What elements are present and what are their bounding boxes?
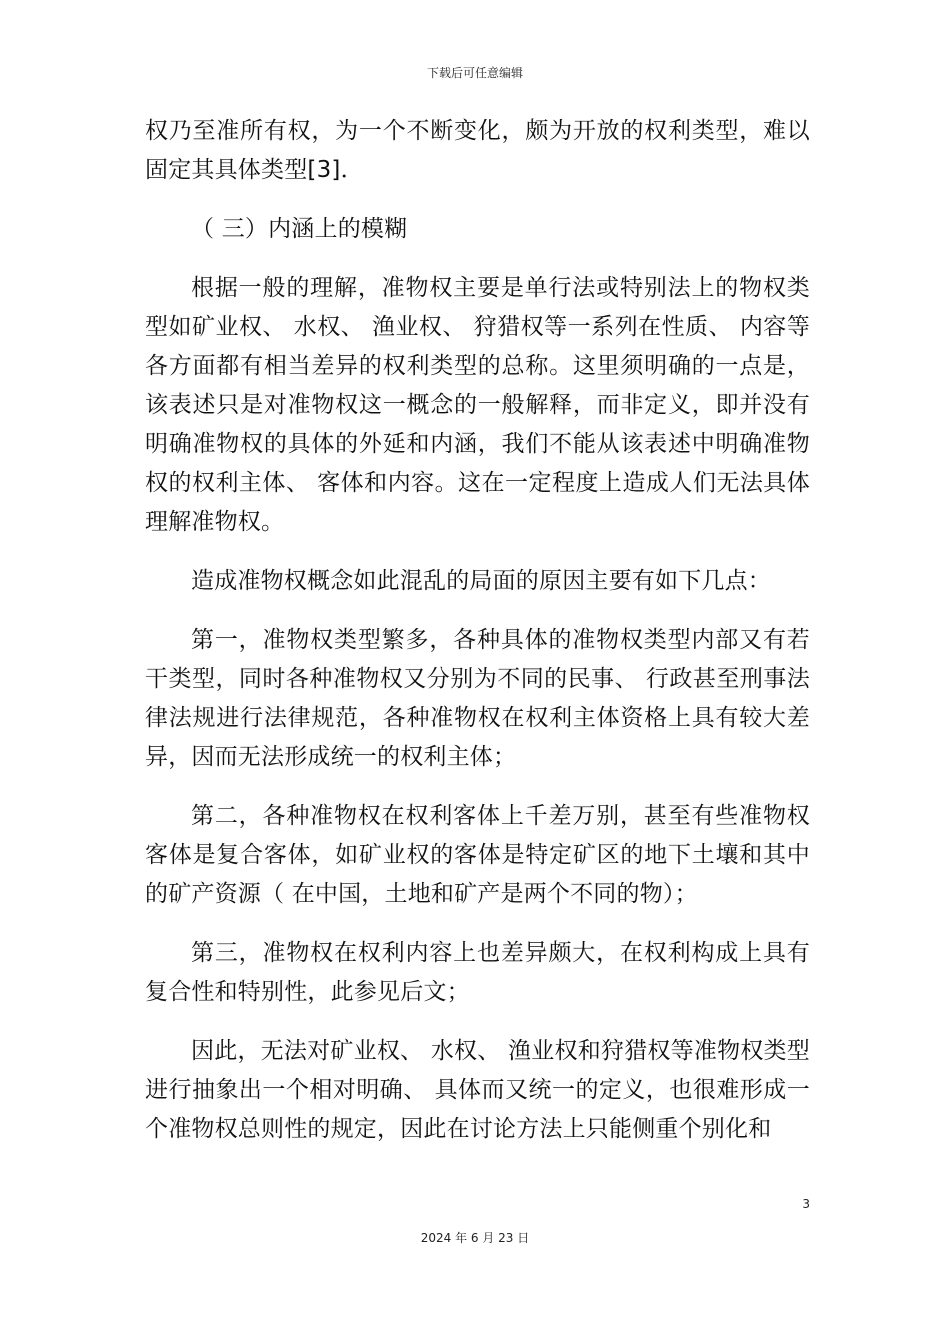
footer-date: 2024 年 6 月 23 日 <box>420 1231 530 1245</box>
paragraph-causes-intro: 造成准物权概念如此混乱的局面的原因主要有如下几点： <box>191 568 771 594</box>
page-header: 下载后可任意编辑 <box>426 66 523 80</box>
section-heading: （ 三）内涵上的模糊 <box>191 216 408 242</box>
document-body <box>145 112 810 1149</box>
paragraph-first-cause: 第一，准物权类型繁多，各种具体的准物权类型内部又有若干类型，同时各种准物权又分别为不同的民事、 行政甚至刑事法律法规进行法律规范，各种准物权在权利主体资格上具有较大差异，因而无法形成统一的权利主体； <box>145 627 810 770</box>
paragraph-third-cause: 第三，准物权在权利内容上也差异颇大，在权利构成上具有复合性和特别性，此参见后文； <box>145 940 810 1005</box>
paragraph-general-understanding: 根据一般的理解，准物权主要是单行法或特别法上的物权类型如矿业权、 水权、 渔业权、 狩猎权等一系列在性质、 内容等各方面都有相当差异的权利类型的总称。这里须明确的一点是，该表述只是对准物权这一概念的一般解释，而非定义，即并没有明确准物权的具体的外延和内涵，我们不能从该表述中明确准物权的权利主体、 客体和内容。这在一定程度上造成人们无法具体理解准物权。 <box>145 275 810 535</box>
paragraph-continuation: 权乃至准所有权，为一个不断变化，颇为开放的权利类型，难以固定其具体类型[3]． <box>145 118 810 183</box>
paragraph-conclusion: 因此，无法对矿业权、 水权、 渔业权和狩猎权等准物权类型进行抽象出一个相对明确、 具体而又统一的定义，也很难形成一个准物权总则性的规定，因此在讨论方法上只能侧重个别化和 <box>145 1038 810 1142</box>
paragraph-second-cause: 第二，各种准物权在权利客体上千差万别，甚至有些准物权客体是复合客体，如矿业权的客体是特定矿区的地下土壤和其中的矿产资源（ 在中国，土地和矿产是两个不同的物）； <box>145 803 810 907</box>
page-number: 3 <box>802 1197 810 1211</box>
